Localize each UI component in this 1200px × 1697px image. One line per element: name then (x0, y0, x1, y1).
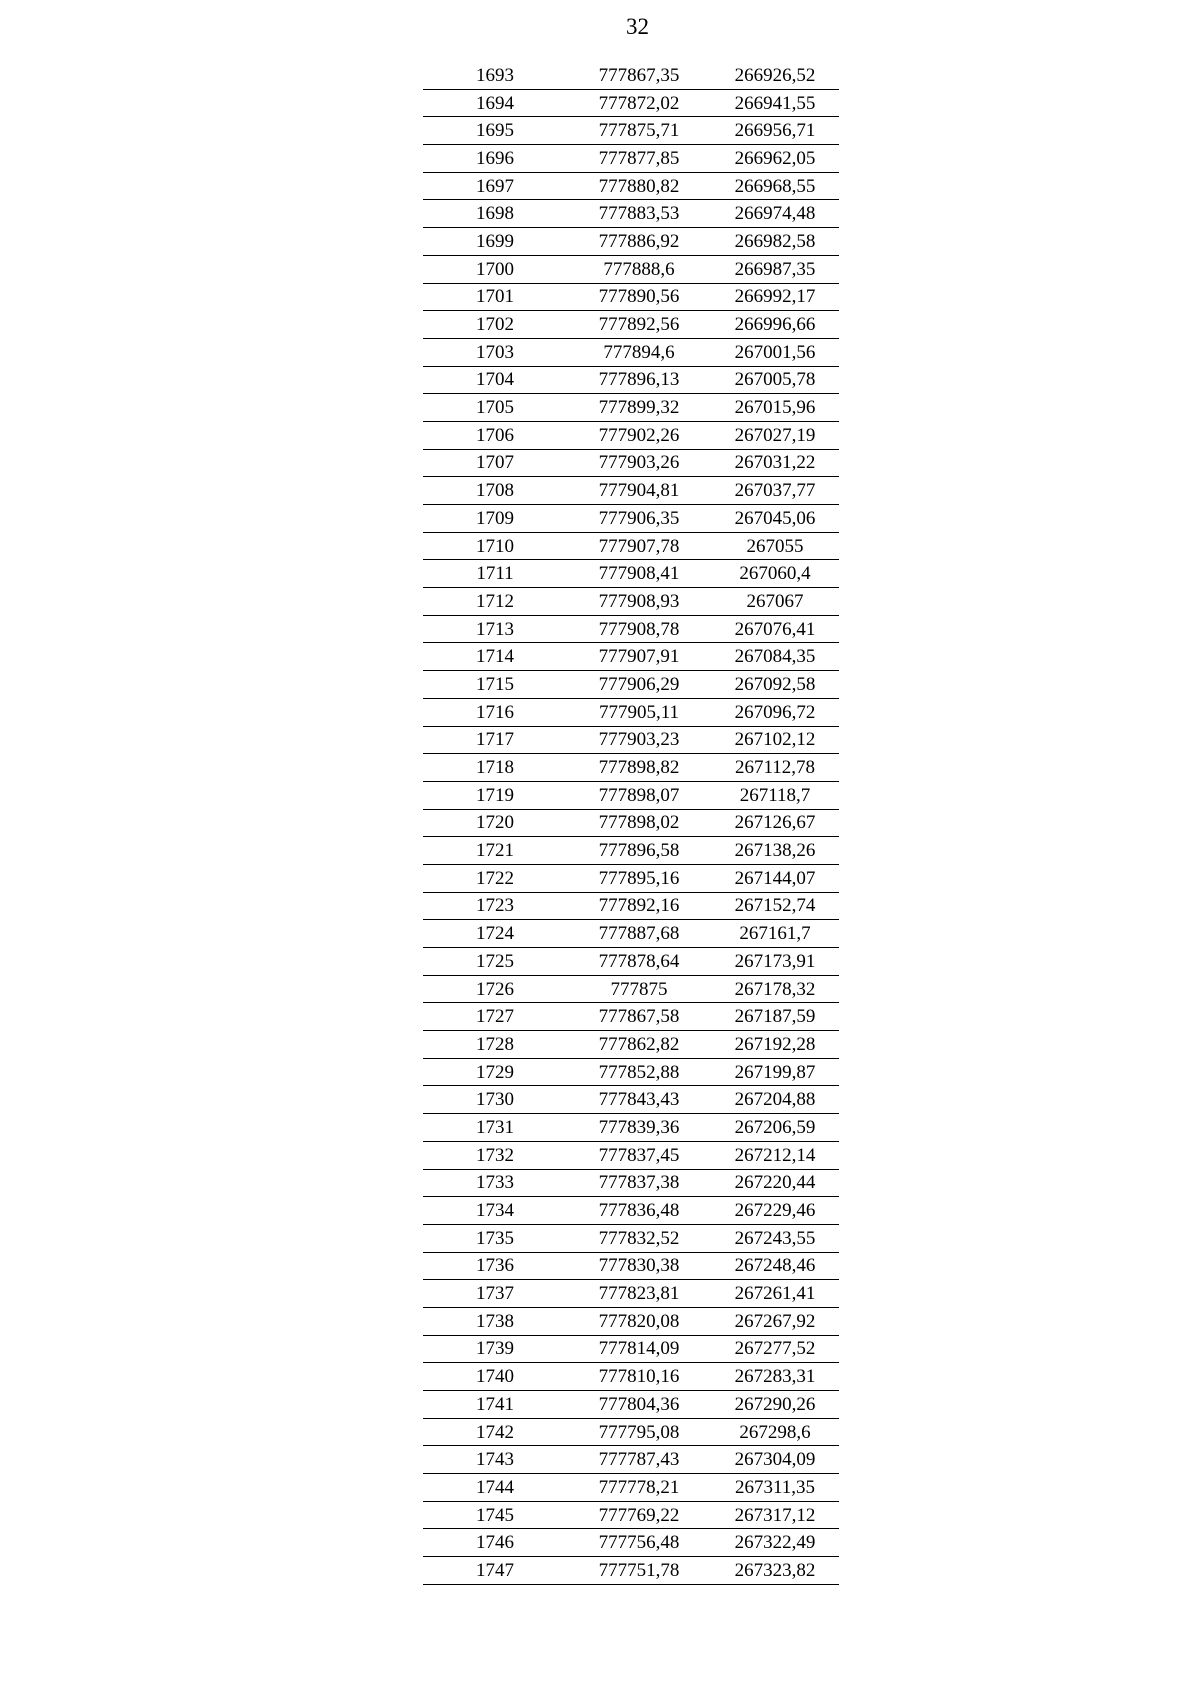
table-row (423, 1197, 839, 1225)
point-number-cell: 1734 (423, 1197, 567, 1225)
x-coordinate-cell: 777837,45 (567, 1141, 711, 1169)
y-coordinate-cell: 267112,78 (711, 754, 839, 782)
point-number-cell: 1720 (423, 809, 567, 837)
x-coordinate-cell: 777905,11 (567, 698, 711, 726)
y-coordinate-cell: 266982,58 (711, 228, 839, 256)
y-coordinate-cell: 267102,12 (711, 726, 839, 754)
table-row (423, 754, 839, 782)
table-row (423, 1086, 839, 1114)
y-coordinate-cell: 267015,96 (711, 394, 839, 422)
point-number-cell: 1717 (423, 726, 567, 754)
page-number: 32 (626, 14, 649, 39)
x-coordinate-cell: 777880,82 (567, 172, 711, 200)
point-number-cell: 1706 (423, 421, 567, 449)
y-coordinate-cell: 266996,66 (711, 311, 839, 339)
x-coordinate-cell: 777899,32 (567, 394, 711, 422)
point-number-cell: 1699 (423, 228, 567, 256)
x-coordinate-cell: 777896,58 (567, 837, 711, 865)
table-row (423, 89, 839, 117)
x-coordinate-cell: 777875 (567, 975, 711, 1003)
y-coordinate-cell: 267001,56 (711, 338, 839, 366)
table-row (423, 1501, 839, 1529)
x-coordinate-cell: 777878,64 (567, 948, 711, 976)
table-row (423, 1529, 839, 1557)
y-coordinate-cell: 267199,87 (711, 1058, 839, 1086)
table-row (423, 117, 839, 145)
point-number-cell: 1733 (423, 1169, 567, 1197)
y-coordinate-cell: 267229,46 (711, 1197, 839, 1225)
table-row (423, 532, 839, 560)
point-number-cell: 1732 (423, 1141, 567, 1169)
y-coordinate-cell: 267055 (711, 532, 839, 560)
x-coordinate-cell: 777907,91 (567, 643, 711, 671)
point-number-cell: 1694 (423, 89, 567, 117)
y-coordinate-cell: 266987,35 (711, 255, 839, 283)
point-number-cell: 1705 (423, 394, 567, 422)
table-row (423, 864, 839, 892)
table-row (423, 449, 839, 477)
table-row (423, 698, 839, 726)
point-number-cell: 1723 (423, 892, 567, 920)
y-coordinate-cell: 267027,19 (711, 421, 839, 449)
table-row (423, 1141, 839, 1169)
y-coordinate-cell: 267323,82 (711, 1557, 839, 1585)
x-coordinate-cell: 777908,41 (567, 560, 711, 588)
x-coordinate-cell: 777751,78 (567, 1557, 711, 1585)
y-coordinate-cell: 266941,55 (711, 89, 839, 117)
point-number-cell: 1725 (423, 948, 567, 976)
x-coordinate-cell: 777778,21 (567, 1474, 711, 1502)
y-coordinate-cell: 266956,71 (711, 117, 839, 145)
x-coordinate-cell: 777862,82 (567, 1031, 711, 1059)
table-row (423, 1307, 839, 1335)
point-number-cell: 1737 (423, 1280, 567, 1308)
y-coordinate-cell: 267126,67 (711, 809, 839, 837)
table-row (423, 1169, 839, 1197)
table-row (423, 892, 839, 920)
point-number-cell: 1695 (423, 117, 567, 145)
x-coordinate-cell: 777890,56 (567, 283, 711, 311)
point-number-cell: 1736 (423, 1252, 567, 1280)
point-number-cell: 1744 (423, 1474, 567, 1502)
table-row (423, 421, 839, 449)
point-number-cell: 1747 (423, 1557, 567, 1585)
table-row (423, 1280, 839, 1308)
x-coordinate-cell: 777887,68 (567, 920, 711, 948)
y-coordinate-cell: 267031,22 (711, 449, 839, 477)
y-coordinate-cell: 267096,72 (711, 698, 839, 726)
x-coordinate-cell: 777810,16 (567, 1363, 711, 1391)
x-coordinate-cell: 777886,92 (567, 228, 711, 256)
table-row (423, 172, 839, 200)
y-coordinate-cell: 267311,35 (711, 1474, 839, 1502)
y-coordinate-cell: 266992,17 (711, 283, 839, 311)
x-coordinate-cell: 777875,71 (567, 117, 711, 145)
y-coordinate-cell: 267005,78 (711, 366, 839, 394)
x-coordinate-cell: 777903,23 (567, 726, 711, 754)
x-coordinate-cell: 777898,02 (567, 809, 711, 837)
table-row (423, 920, 839, 948)
point-number-cell: 1730 (423, 1086, 567, 1114)
point-number-cell: 1729 (423, 1058, 567, 1086)
point-number-cell: 1728 (423, 1031, 567, 1059)
point-number-cell: 1746 (423, 1529, 567, 1557)
table-row (423, 477, 839, 505)
table-row (423, 1474, 839, 1502)
point-number-cell: 1696 (423, 145, 567, 173)
y-coordinate-cell: 267060,4 (711, 560, 839, 588)
table-row (423, 948, 839, 976)
y-coordinate-cell: 267283,31 (711, 1363, 839, 1391)
x-coordinate-cell: 777898,07 (567, 781, 711, 809)
point-number-cell: 1738 (423, 1307, 567, 1335)
x-coordinate-cell: 777839,36 (567, 1114, 711, 1142)
y-coordinate-cell: 267248,46 (711, 1252, 839, 1280)
y-coordinate-cell: 266968,55 (711, 172, 839, 200)
y-coordinate-cell: 267220,44 (711, 1169, 839, 1197)
y-coordinate-cell: 267317,12 (711, 1501, 839, 1529)
table-row (423, 1252, 839, 1280)
table-row (423, 809, 839, 837)
y-coordinate-cell: 266962,05 (711, 145, 839, 173)
point-number-cell: 1721 (423, 837, 567, 865)
x-coordinate-cell: 777888,6 (567, 255, 711, 283)
table-row (423, 394, 839, 422)
x-coordinate-cell: 777902,26 (567, 421, 711, 449)
table-row (423, 1335, 839, 1363)
table-row (423, 1031, 839, 1059)
x-coordinate-cell: 777908,78 (567, 615, 711, 643)
y-coordinate-cell: 267144,07 (711, 864, 839, 892)
x-coordinate-cell: 777907,78 (567, 532, 711, 560)
y-coordinate-cell: 267298,6 (711, 1418, 839, 1446)
x-coordinate-cell: 777832,52 (567, 1224, 711, 1252)
y-coordinate-cell: 267261,41 (711, 1280, 839, 1308)
table-row (423, 560, 839, 588)
point-number-cell: 1708 (423, 477, 567, 505)
y-coordinate-cell: 267267,92 (711, 1307, 839, 1335)
point-number-cell: 1740 (423, 1363, 567, 1391)
y-coordinate-cell: 267204,88 (711, 1086, 839, 1114)
point-number-cell: 1735 (423, 1224, 567, 1252)
point-number-cell: 1693 (423, 62, 567, 89)
x-coordinate-cell: 777903,26 (567, 449, 711, 477)
x-coordinate-cell: 777877,85 (567, 145, 711, 173)
y-coordinate-cell: 267290,26 (711, 1391, 839, 1419)
point-number-cell: 1700 (423, 255, 567, 283)
x-coordinate-cell: 777830,38 (567, 1252, 711, 1280)
table-row (423, 311, 839, 339)
point-number-cell: 1703 (423, 338, 567, 366)
point-number-cell: 1711 (423, 560, 567, 588)
y-coordinate-cell: 267212,14 (711, 1141, 839, 1169)
point-number-cell: 1707 (423, 449, 567, 477)
point-number-cell: 1718 (423, 754, 567, 782)
y-coordinate-cell: 266974,48 (711, 200, 839, 228)
y-coordinate-cell: 267206,59 (711, 1114, 839, 1142)
x-coordinate-cell: 777852,88 (567, 1058, 711, 1086)
x-coordinate-cell: 777804,36 (567, 1391, 711, 1419)
point-number-cell: 1710 (423, 532, 567, 560)
x-coordinate-cell: 777872,02 (567, 89, 711, 117)
point-number-cell: 1709 (423, 505, 567, 533)
y-coordinate-cell: 267187,59 (711, 1003, 839, 1031)
point-number-cell: 1724 (423, 920, 567, 948)
table-row (423, 505, 839, 533)
table-row (423, 255, 839, 283)
y-coordinate-cell: 267076,41 (711, 615, 839, 643)
x-coordinate-cell: 777823,81 (567, 1280, 711, 1308)
table-row (423, 588, 839, 616)
x-coordinate-cell: 777906,29 (567, 671, 711, 699)
table-row (423, 781, 839, 809)
x-coordinate-cell: 777769,22 (567, 1501, 711, 1529)
table-row (423, 671, 839, 699)
point-number-cell: 1713 (423, 615, 567, 643)
x-coordinate-cell: 777894,6 (567, 338, 711, 366)
y-coordinate-cell: 267173,91 (711, 948, 839, 976)
point-number-cell: 1727 (423, 1003, 567, 1031)
point-number-cell: 1702 (423, 311, 567, 339)
x-coordinate-cell: 777906,35 (567, 505, 711, 533)
table-row (423, 228, 839, 256)
point-number-cell: 1698 (423, 200, 567, 228)
y-coordinate-cell: 267277,52 (711, 1335, 839, 1363)
table-row (423, 283, 839, 311)
table-row (423, 1058, 839, 1086)
x-coordinate-cell: 777867,35 (567, 62, 711, 89)
y-coordinate-cell: 267138,26 (711, 837, 839, 865)
table-row (423, 62, 839, 89)
x-coordinate-cell: 777896,13 (567, 366, 711, 394)
x-coordinate-cell: 777898,82 (567, 754, 711, 782)
table-row (423, 145, 839, 173)
y-coordinate-cell: 267118,7 (711, 781, 839, 809)
point-number-cell: 1743 (423, 1446, 567, 1474)
coordinates-table (423, 62, 839, 1585)
x-coordinate-cell: 777904,81 (567, 477, 711, 505)
point-number-cell: 1701 (423, 283, 567, 311)
y-coordinate-cell: 266926,52 (711, 62, 839, 89)
point-number-cell: 1745 (423, 1501, 567, 1529)
y-coordinate-cell: 267067 (711, 588, 839, 616)
point-number-cell: 1722 (423, 864, 567, 892)
point-number-cell: 1714 (423, 643, 567, 671)
y-coordinate-cell: 267084,35 (711, 643, 839, 671)
point-number-cell: 1726 (423, 975, 567, 1003)
x-coordinate-cell: 777892,56 (567, 311, 711, 339)
table-row (423, 1418, 839, 1446)
x-coordinate-cell: 777795,08 (567, 1418, 711, 1446)
point-number-cell: 1712 (423, 588, 567, 616)
point-number-cell: 1715 (423, 671, 567, 699)
point-number-cell: 1731 (423, 1114, 567, 1142)
x-coordinate-cell: 777843,43 (567, 1086, 711, 1114)
x-coordinate-cell: 777820,08 (567, 1307, 711, 1335)
x-coordinate-cell: 777883,53 (567, 200, 711, 228)
table-row (423, 366, 839, 394)
table-row (423, 200, 839, 228)
table-row (423, 643, 839, 671)
table-row (423, 975, 839, 1003)
table-row (423, 338, 839, 366)
y-coordinate-cell: 267037,77 (711, 477, 839, 505)
table-row (423, 1446, 839, 1474)
y-coordinate-cell: 267161,7 (711, 920, 839, 948)
table-row (423, 1224, 839, 1252)
x-coordinate-cell: 777892,16 (567, 892, 711, 920)
table-row (423, 1557, 839, 1585)
y-coordinate-cell: 267178,32 (711, 975, 839, 1003)
x-coordinate-cell: 777787,43 (567, 1446, 711, 1474)
point-number-cell: 1739 (423, 1335, 567, 1363)
x-coordinate-cell: 777756,48 (567, 1529, 711, 1557)
x-coordinate-cell: 777895,16 (567, 864, 711, 892)
point-number-cell: 1716 (423, 698, 567, 726)
table-row (423, 726, 839, 754)
x-coordinate-cell: 777814,09 (567, 1335, 711, 1363)
x-coordinate-cell: 777867,58 (567, 1003, 711, 1031)
table-row (423, 1391, 839, 1419)
coordinates-table-body (423, 62, 839, 1584)
point-number-cell: 1697 (423, 172, 567, 200)
table-row (423, 837, 839, 865)
x-coordinate-cell: 777836,48 (567, 1197, 711, 1225)
y-coordinate-cell: 267322,49 (711, 1529, 839, 1557)
table-row (423, 1114, 839, 1142)
point-number-cell: 1704 (423, 366, 567, 394)
point-number-cell: 1719 (423, 781, 567, 809)
point-number-cell: 1742 (423, 1418, 567, 1446)
y-coordinate-cell: 267045,06 (711, 505, 839, 533)
y-coordinate-cell: 267092,58 (711, 671, 839, 699)
y-coordinate-cell: 267304,09 (711, 1446, 839, 1474)
table-row (423, 615, 839, 643)
table-row (423, 1363, 839, 1391)
point-number-cell: 1741 (423, 1391, 567, 1419)
y-coordinate-cell: 267152,74 (711, 892, 839, 920)
x-coordinate-cell: 777837,38 (567, 1169, 711, 1197)
table-row (423, 1003, 839, 1031)
y-coordinate-cell: 267192,28 (711, 1031, 839, 1059)
x-coordinate-cell: 777908,93 (567, 588, 711, 616)
y-coordinate-cell: 267243,55 (711, 1224, 839, 1252)
